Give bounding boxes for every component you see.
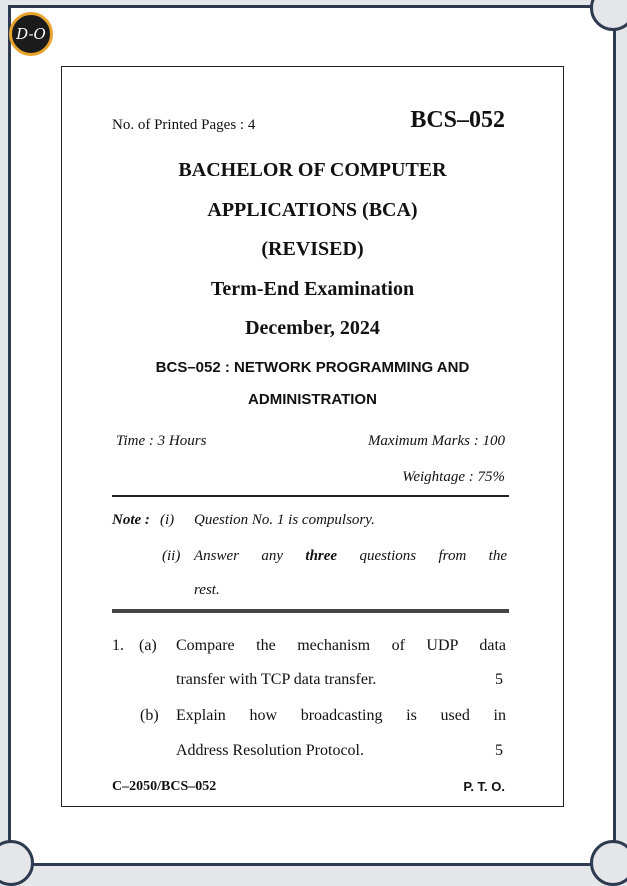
note-label: Note :	[112, 512, 150, 528]
note-item-2-num: (ii)	[162, 548, 181, 564]
note-item-1-text: Question No. 1 is compulsory.	[194, 512, 375, 528]
question-1a-line-1: Compare the mechanism of UDP data	[176, 637, 506, 654]
subject-line-1: BCS–052 : NETWORK PROGRAMMING AND	[155, 359, 470, 376]
question-1b-label: (b)	[140, 707, 159, 724]
max-marks: Maximum Marks : 100	[367, 433, 505, 449]
logo-text: D-O	[16, 25, 46, 43]
note-item-1-num: (i)	[160, 512, 175, 528]
question-1b-line-2: Address Resolution Protocol.	[176, 742, 364, 759]
subject-line-2: ADMINISTRATION	[248, 391, 377, 408]
question-1b-marks: 5	[495, 742, 503, 759]
question-1a-label: (a)	[139, 637, 157, 654]
exam-date: December, 2024	[245, 317, 380, 339]
footer-pto: P. T. O.	[463, 779, 505, 794]
exam-paper	[61, 66, 564, 807]
divider-double	[112, 609, 509, 613]
note-item-2-continuation: rest.	[194, 582, 220, 598]
corner-ornament-bottom-right	[590, 840, 627, 886]
note-item-2-post: questions from the	[359, 548, 507, 564]
corner-ornament-top-right	[590, 0, 627, 31]
note-item-2-bold: three	[305, 548, 338, 564]
question-1a-marks: 5	[495, 671, 503, 688]
exam-type: Term-End Examination	[210, 278, 415, 300]
divider-top	[112, 495, 509, 497]
logo-badge	[9, 12, 53, 56]
note-item-2-text	[194, 548, 507, 565]
time-allowed: Time : 3 Hours	[116, 433, 207, 449]
title-line-1: BACHELOR OF COMPUTER	[178, 159, 447, 181]
question-1b-line-1: Explain how broadcasting is used in	[176, 707, 506, 724]
footer-code: C–2050/BCS–052	[112, 779, 217, 794]
title-line-3: (REVISED)	[261, 238, 364, 260]
printed-pages: No. of Printed Pages : 4	[112, 117, 256, 133]
title-line-2: APPLICATIONS (BCA)	[207, 199, 418, 221]
weightage: Weightage : 75%	[402, 469, 505, 485]
corner-ornament-bottom-left	[0, 840, 34, 886]
question-1-number: 1.	[112, 637, 124, 654]
question-1a-line-2: transfer with TCP data transfer.	[176, 671, 377, 688]
course-code: BCS–052	[410, 107, 505, 133]
note-item-2-pre: Answer any	[194, 548, 284, 564]
